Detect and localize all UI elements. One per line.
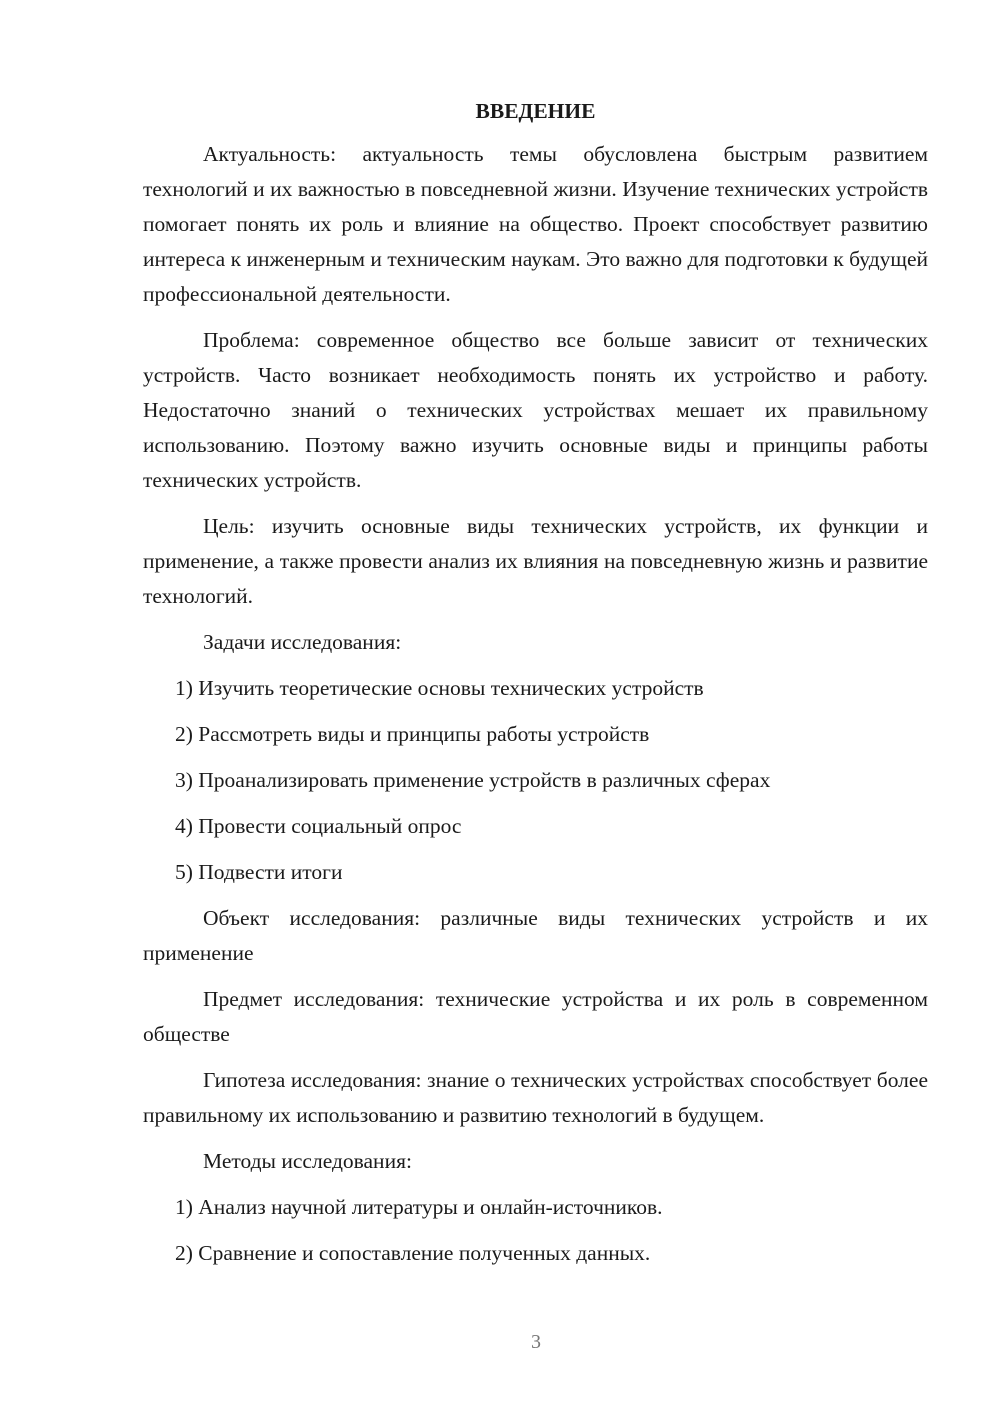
tasks-title: Задачи исследования:: [203, 630, 402, 654]
methods-title: Методы исследования:: [203, 1149, 412, 1173]
goal-paragraph: Цель: изучить основные виды технических устройств, их функции и применение, а также провести анализ их влияния на повседневную жизнь и развитие технологий.: [143, 514, 928, 608]
section-heading: ВВЕДЕНИЕ: [475, 99, 596, 123]
subject-paragraph: Предмет исследования: технические устройства и их роль в современном обществе: [143, 987, 928, 1046]
list-item: 3) Проанализировать применение устройств в различных сферах: [175, 768, 771, 792]
object-paragraph: Объект исследования: различные виды технических устройств и их применение: [143, 906, 928, 965]
methods-list: [143, 1190, 928, 1271]
hypothesis-paragraph: Гипотеза исследования: знание о технических устройствах способствует более правильному их использованию и развитию технологий в будущем.: [143, 1068, 928, 1127]
problem-paragraph: Проблема: современное общество все больше зависит от технических устройств. Часто возникает необходимость понять их устройство и работу. Недостаточно знаний о технических устройствах мешает их правильному использованию. Поэтому важно изучить основные виды и принципы работы технических устройств.: [143, 328, 928, 492]
list-item: 1) Анализ научной литературы и онлайн-источников.: [175, 1195, 663, 1219]
list-item: 5) Подвести итоги: [175, 860, 343, 884]
page-content: [143, 95, 928, 1282]
page-number: 3: [531, 1331, 541, 1353]
list-item: 1) Изучить теоретические основы технических устройств: [175, 676, 704, 700]
tasks-list: [143, 671, 928, 890]
list-item: 4) Провести социальный опрос: [175, 814, 462, 838]
list-item: 2) Сравнение и сопоставление полученных данных.: [175, 1241, 651, 1265]
relevance-paragraph: Актуальность: актуальность темы обусловлена быстрым развитием технологий и их важностью в повседневной жизни. Изучение технических устройств помогает понять их роль и влияние на общество. Проект способствует развитию интереса к инженерным и техническим наукам. Это важно для подготовки к будущей профессиональной деятельности.: [143, 142, 928, 306]
list-item: 2) Рассмотреть виды и принципы работы устройств: [175, 722, 650, 746]
